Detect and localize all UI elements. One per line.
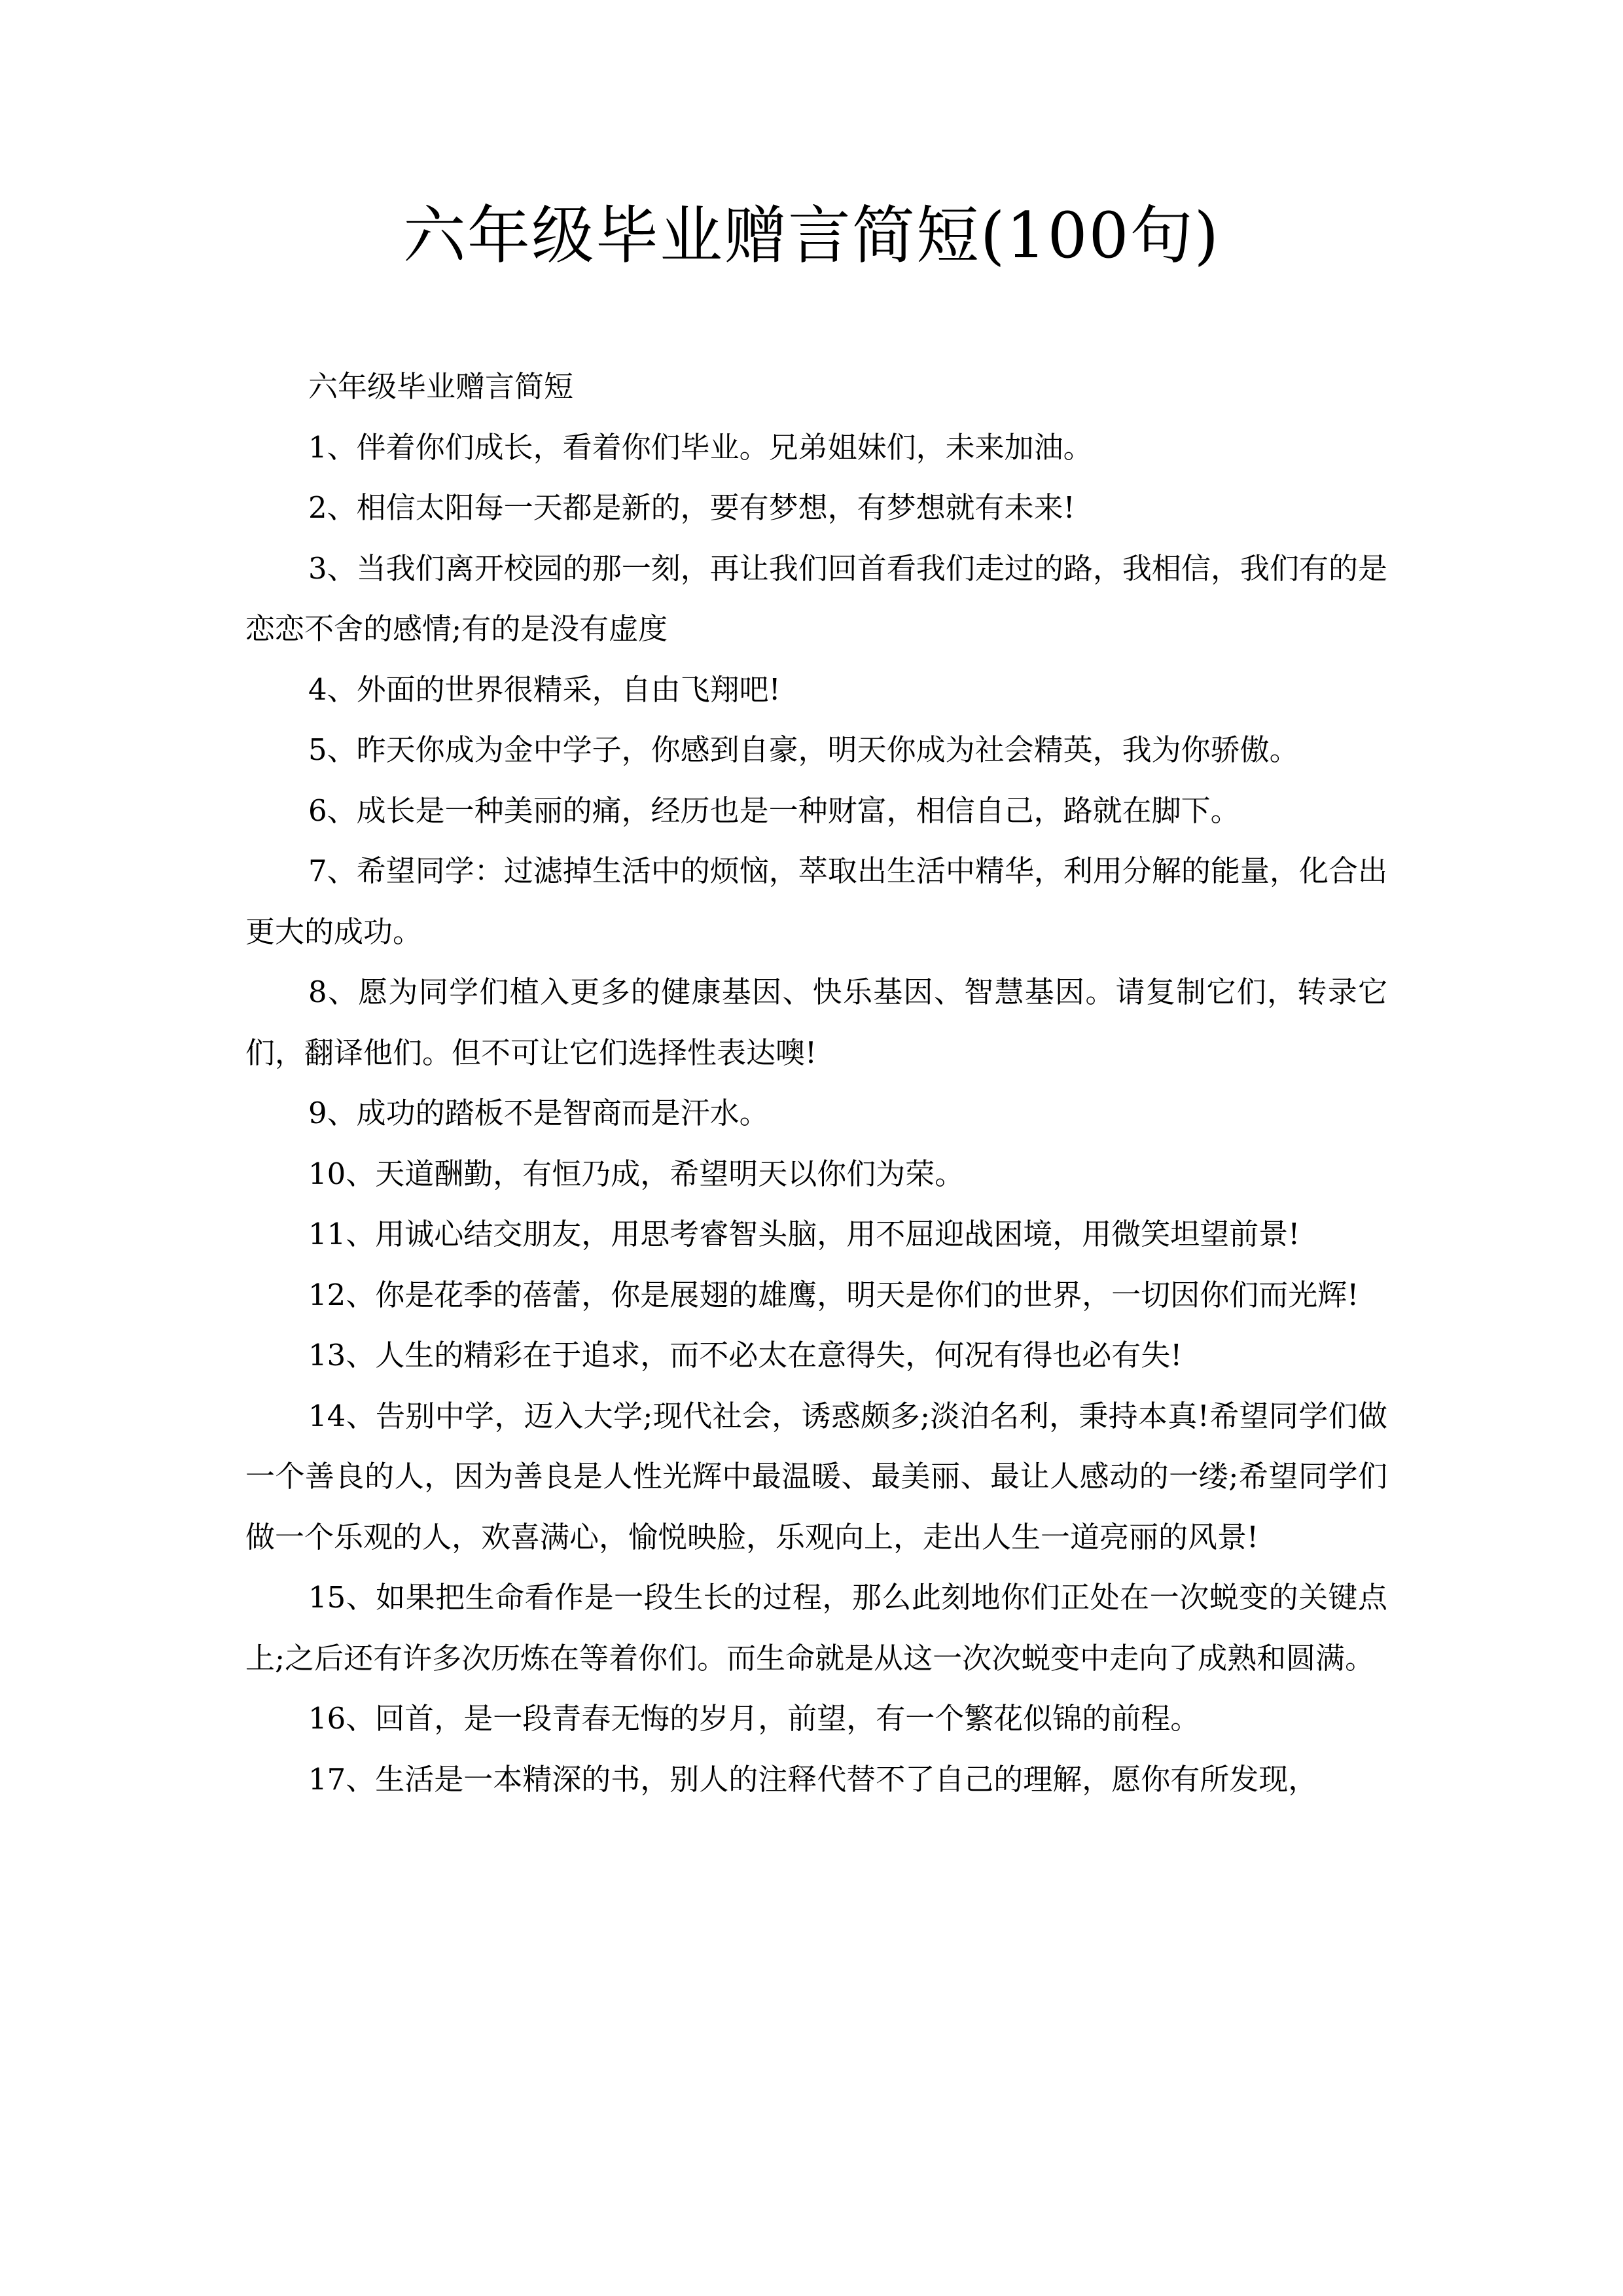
list-item: 10、天道酬勤，有恒乃成，希望明天以你们为荣。: [308, 1156, 965, 1191]
section-heading: 六年级毕业赠言简短: [308, 369, 574, 404]
list-item: 1、伴着你们成长，看着你们毕业。兄弟姐妹们，未来加油。: [308, 429, 1093, 465]
list-item: 9、成功的踏板不是智商而是汗水。: [308, 1096, 769, 1130]
list-item: 2、相信太阳每一天都是新的，要有梦想，有梦想就有未来!: [308, 490, 1075, 525]
list-item: 12、你是花季的蓓蕾，你是展翅的雄鹰，明天是你们的世界，一切因你们而光辉!: [308, 1277, 1359, 1312]
list-item: 15、如果把生命看作是一段生长的过程，那么此刻地你们正处在一次蜕变的关键点上;之后还有许多次历炼在等着你们。而生命就是从这一次次蜕变中走向了成熟和圆满。: [245, 1580, 1387, 1676]
list-item: 16、回首，是一段青春无悔的岁月，前望，有一个繁花似锦的前程。: [308, 1701, 1200, 1736]
list-item: 14、告别中学，迈入大学;现代社会，诱惑颇多;淡泊名利，秉持本真!希望同学们做一个善良的人，因为善良是人性光辉中最温暖、最美丽、最让人感动的一缕;希望同学们做一个乐观的人，欢喜满心，愉悦映脸，乐观向上，走出人生一道亮丽的风景!: [245, 1398, 1387, 1554]
list-item: 8、愿为同学们植入更多的健康基因、快乐基因、智慧基因。请复制它们，转录它们，翻译他们。但不可让它们选择性表达噢!: [245, 975, 1387, 1070]
list-item: 6、成长是一种美丽的痛，经历也是一种财富，相信自己，路就在脚下。: [308, 793, 1240, 828]
list-item: 17、生活是一本精深的书，别人的注释代替不了自己的理解，愿你有所发现，: [308, 1761, 1318, 1797]
document-title: 六年级毕业赠言简短(100句): [402, 199, 1221, 272]
list-item: 4、外面的世界很精采，自由飞翔吧!: [308, 672, 781, 707]
list-item: 13、人生的精彩在于追求，而不必太在意得失，何况有得也必有失!: [308, 1338, 1183, 1372]
list-item: 3、当我们离开校园的那一刻，再让我们回首看我们走过的路，我相信，我们有的是恋恋不舍的感情;有的是没有虚度: [245, 550, 1387, 646]
list-item: 11、用诚心结交朋友，用思考睿智头脑，用不屈迎战困境，用微笑坦望前景!: [308, 1217, 1300, 1251]
list-item: 7、希望同学：过滤掉生活中的烦恼，萃取出生活中精华，利用分解的能量，化合出更大的成功。: [245, 853, 1387, 949]
list-item: 5、昨天你成为金中学子，你感到自豪，明天你成为社会精英，我为你骄傲。: [308, 732, 1299, 767]
document-body: [245, 357, 1387, 1810]
